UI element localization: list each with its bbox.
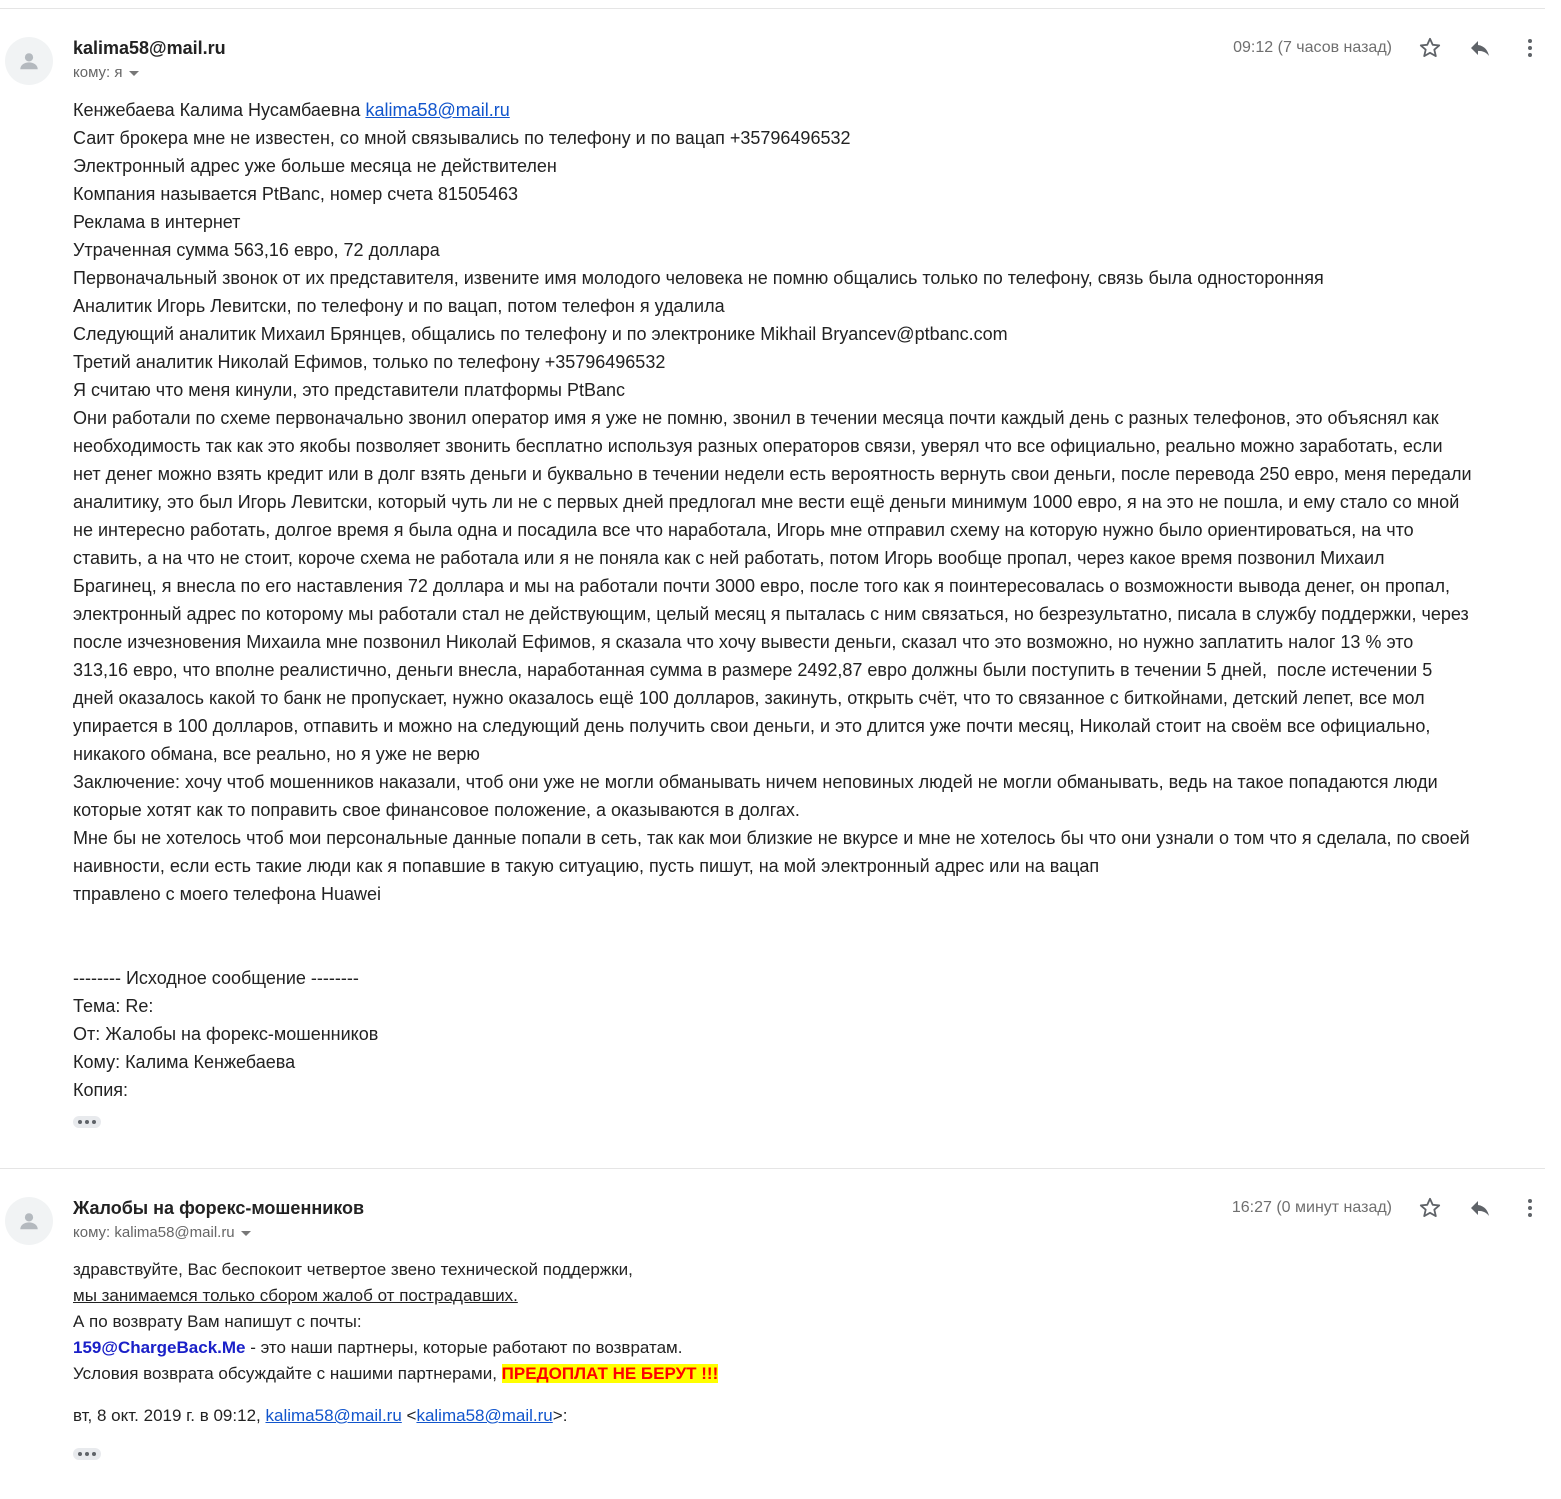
privacy-line: Мне бы не хотелось чтоб мои персональные данные попали в сеть, так как мои близкие не вкурсе и мне не хотелось бы что они узнали о том что я сделала, по своей (73, 828, 1470, 848)
star-button[interactable] (1417, 1195, 1443, 1221)
body-line: Саит брокера мне не известен, со мной связывались по телефону и по вацап +35796496532 (73, 128, 851, 148)
recipient-label: кому: kalima58@mail.ru (73, 1224, 235, 1241)
email-link[interactable]: kalima58@mail.ru (365, 100, 510, 120)
email-link[interactable]: kalima58@mail.ru (416, 1406, 553, 1425)
sender-name[interactable]: Жалобы на форекс-мошенников (73, 1198, 365, 1218)
body-line: Первоначальный звонок от их представителя, извените имя молодого человека не помню общались только по телефону, связь была односторонняя (73, 268, 1324, 288)
story-line: Они работали по схеме первоначально звонил оператор имя я уже не помню, звонил в течении месяца почти каждый день с разных телефонов, это объяснял как (73, 408, 1439, 428)
person-icon (18, 50, 40, 72)
more-vert-icon (1518, 36, 1542, 60)
forward-header: -------- Исходное сообщение -------- (73, 968, 359, 988)
warning-highlight: ПРЕДОПЛАТ НЕ БЕРУТ !!! (501, 1364, 719, 1383)
reply-icon (1468, 36, 1492, 60)
show-trimmed-row (73, 1445, 1473, 1460)
forward-subject: Тема: Re: (73, 996, 154, 1016)
body-line: Аналитик Игорь Левитски, по телефону и по вацап, потом телефон я удалила (73, 296, 725, 316)
reply-icon (1468, 1196, 1492, 1220)
top-divider (0, 8, 1545, 9)
show-trimmed-content-button[interactable] (73, 1116, 101, 1128)
story-line: после изчезновения Михаила мне позвонил Николай Ефимов, я сказала что хочу вывести деньги, сказал что это возможно, но нужно заплатить налог 13 % это (73, 632, 1414, 652)
message-time: 16:27 (0 минут назад) (1231, 1199, 1392, 1216)
quote-attribution: вт, 8 окт. 2019 г. в 09:12, kalima58@mail.ru <kalima58@mail.ru>: (73, 1406, 568, 1425)
body-line: Условия возврата обсуждайте с нашими партнерами, ПРЕДОПЛАТ НЕ БЕРУТ !!! (73, 1364, 719, 1383)
star-icon (1418, 1196, 1442, 1220)
show-trimmed-row (73, 1112, 1543, 1128)
reply-button[interactable] (1467, 1195, 1493, 1221)
body-line: Электронный адрес уже больше месяца не действителен (73, 156, 557, 176)
signature: тправлено с моего телефона Huawei (73, 884, 381, 904)
sender-name[interactable]: kalima58@mail.ru (73, 38, 226, 58)
avatar[interactable] (5, 37, 53, 85)
body-line: Следующий аналитик Михаил Брянцев, общались по телефону и по электронике Mikhail Bryancev@ptbanc.com (73, 324, 1008, 344)
privacy-line: наивности, если есть такие люди как я попавшие в такую ситуацию, пусть пишут, на мой электронный адрес или на вацап (73, 856, 1100, 876)
partner-email: 159@ChargeBack.Me (73, 1338, 246, 1357)
spacer (73, 1429, 1473, 1445)
message-divider (0, 1168, 1545, 1169)
story-line: Брагинец, я внесла по его наставления 72 доллара и мы на работали почти 3000 евро, после того как я поинтересовалась о возможности вывода денег, он пропал, (73, 576, 1451, 596)
story-line: нет денег можно взять кредит или в долг взять деньги и буквально в течении недели есть вероятность вернуть свои деньги, после перевода 250 евро, меня передали (73, 464, 1472, 484)
story-line: не интересно работать, долгое время я была одна и посадила все что наработала, Игорь мне отправил схему на которую нужно было ориентироваться, на что (73, 520, 1414, 540)
recipient-dropdown[interactable] (73, 1224, 251, 1241)
message-time: 09:12 (7 часов назад) (1233, 39, 1392, 56)
forward-to: Кому: Калима Кенжебаева (73, 1052, 296, 1072)
star-button[interactable] (1417, 35, 1443, 61)
forward-from: От: Жалобы на форекс-мошенников (73, 1024, 379, 1044)
avatar[interactable] (5, 1197, 53, 1245)
person-icon (18, 1210, 40, 1232)
chevron-down-icon (241, 1231, 251, 1236)
story-line: упирается в 100 долларов, отпавить и можно на следующий день получить свои деньги, и это длится уже почти месяц, Николай стоит на своём все официально, (73, 716, 1431, 736)
story-line: никакого обмана, все реально, но я уже не верю (73, 744, 480, 764)
message-body (73, 96, 1543, 1128)
story-line: электронный адрес по которому мы работали стал не действующим, целый месяц я пыталась с ним связаться, но безрезультатно, писала в службу поддержки, через (73, 604, 1469, 624)
show-trimmed-content-button[interactable] (73, 1448, 101, 1460)
chevron-down-icon (129, 71, 139, 76)
story-line: ставить, а на что не стоит, короче схема не работала или я не поняла как с ней работать, потом Игорь вообще пропал, через какое время позвонил Михаил (73, 548, 1385, 568)
conclusion-line: которые хотят как то поправить свое финансовое положение, а оказываются в долгах. (73, 800, 800, 820)
body-line: Компания называется PtBanc, номер счета 81505463 (73, 184, 518, 204)
body-line: 159@ChargeBack.Me - это наши партнеры, которые работают по возвратам. (73, 1338, 683, 1357)
more-vert-icon (1518, 1196, 1542, 1220)
recipient-dropdown[interactable] (73, 64, 139, 81)
story-line: аналитику, это был Игорь Левитски, который чуть ли не с первых дней предлогал мне вести ещё деньги минимум 1000 евро, я на это не пошла, и ему стало со мной (73, 492, 1460, 512)
body-line: Третий аналитик Николай Ефимов, только по телефону +35796496532 (73, 352, 666, 372)
recipient-label: кому: я (73, 64, 123, 81)
more-options-button[interactable] (1517, 1195, 1543, 1221)
more-options-button[interactable] (1517, 35, 1543, 61)
story-line: 313,16 евро, что вполне реалистично, деньги внесла, наработанная сумма в размере 2492,87 евро должны были поступить в течении 5 дней, после истечении 5 (73, 660, 1433, 680)
story-line: дней оказалось какой то банк не пропускает, нужно оказалось ещё 100 долларов, закинуть, открыть счёт, что то связанное с биткойнами, детский лепет, все мол (73, 688, 1425, 708)
body-line: Я считаю что меня кинули, это представители платформы PtBanc (73, 380, 626, 400)
body-line: Кенжебаева Калима Нусамбаевна kalima58@mail.ru (73, 100, 510, 120)
email-link[interactable]: kalima58@mail.ru (265, 1406, 402, 1425)
spacer (73, 1104, 1543, 1112)
body-line: Реклама в интернет (73, 212, 241, 232)
spacer (73, 908, 1543, 964)
story-line: необходимость так как это якобы позволяет звонить бесплатно используя разных операторов связи, уверял что все официально, реально можно заработать, если (73, 436, 1443, 456)
conclusion-line: Заключение: хочу чтоб мошенников наказали, чтоб они уже не могли обманывать ничем неповиных людей не могли обманывать, ведь на такое попадаются люди (73, 772, 1438, 792)
body-line: здравствуйте, Вас беспокоит четвертое звено технической поддержки, (73, 1260, 633, 1279)
message-body (73, 1257, 1473, 1460)
forward-cc: Копия: (73, 1080, 129, 1100)
body-line-underlined: мы занимаемся только сбором жалоб от пострадавших. (73, 1286, 518, 1305)
star-icon (1418, 36, 1442, 60)
spacer (73, 1387, 1473, 1403)
body-line: Утраченная сумма 563,16 евро, 72 доллара (73, 240, 440, 260)
body-line: А по возврату Вам напишут с почты: (73, 1312, 362, 1331)
reply-button[interactable] (1467, 35, 1493, 61)
